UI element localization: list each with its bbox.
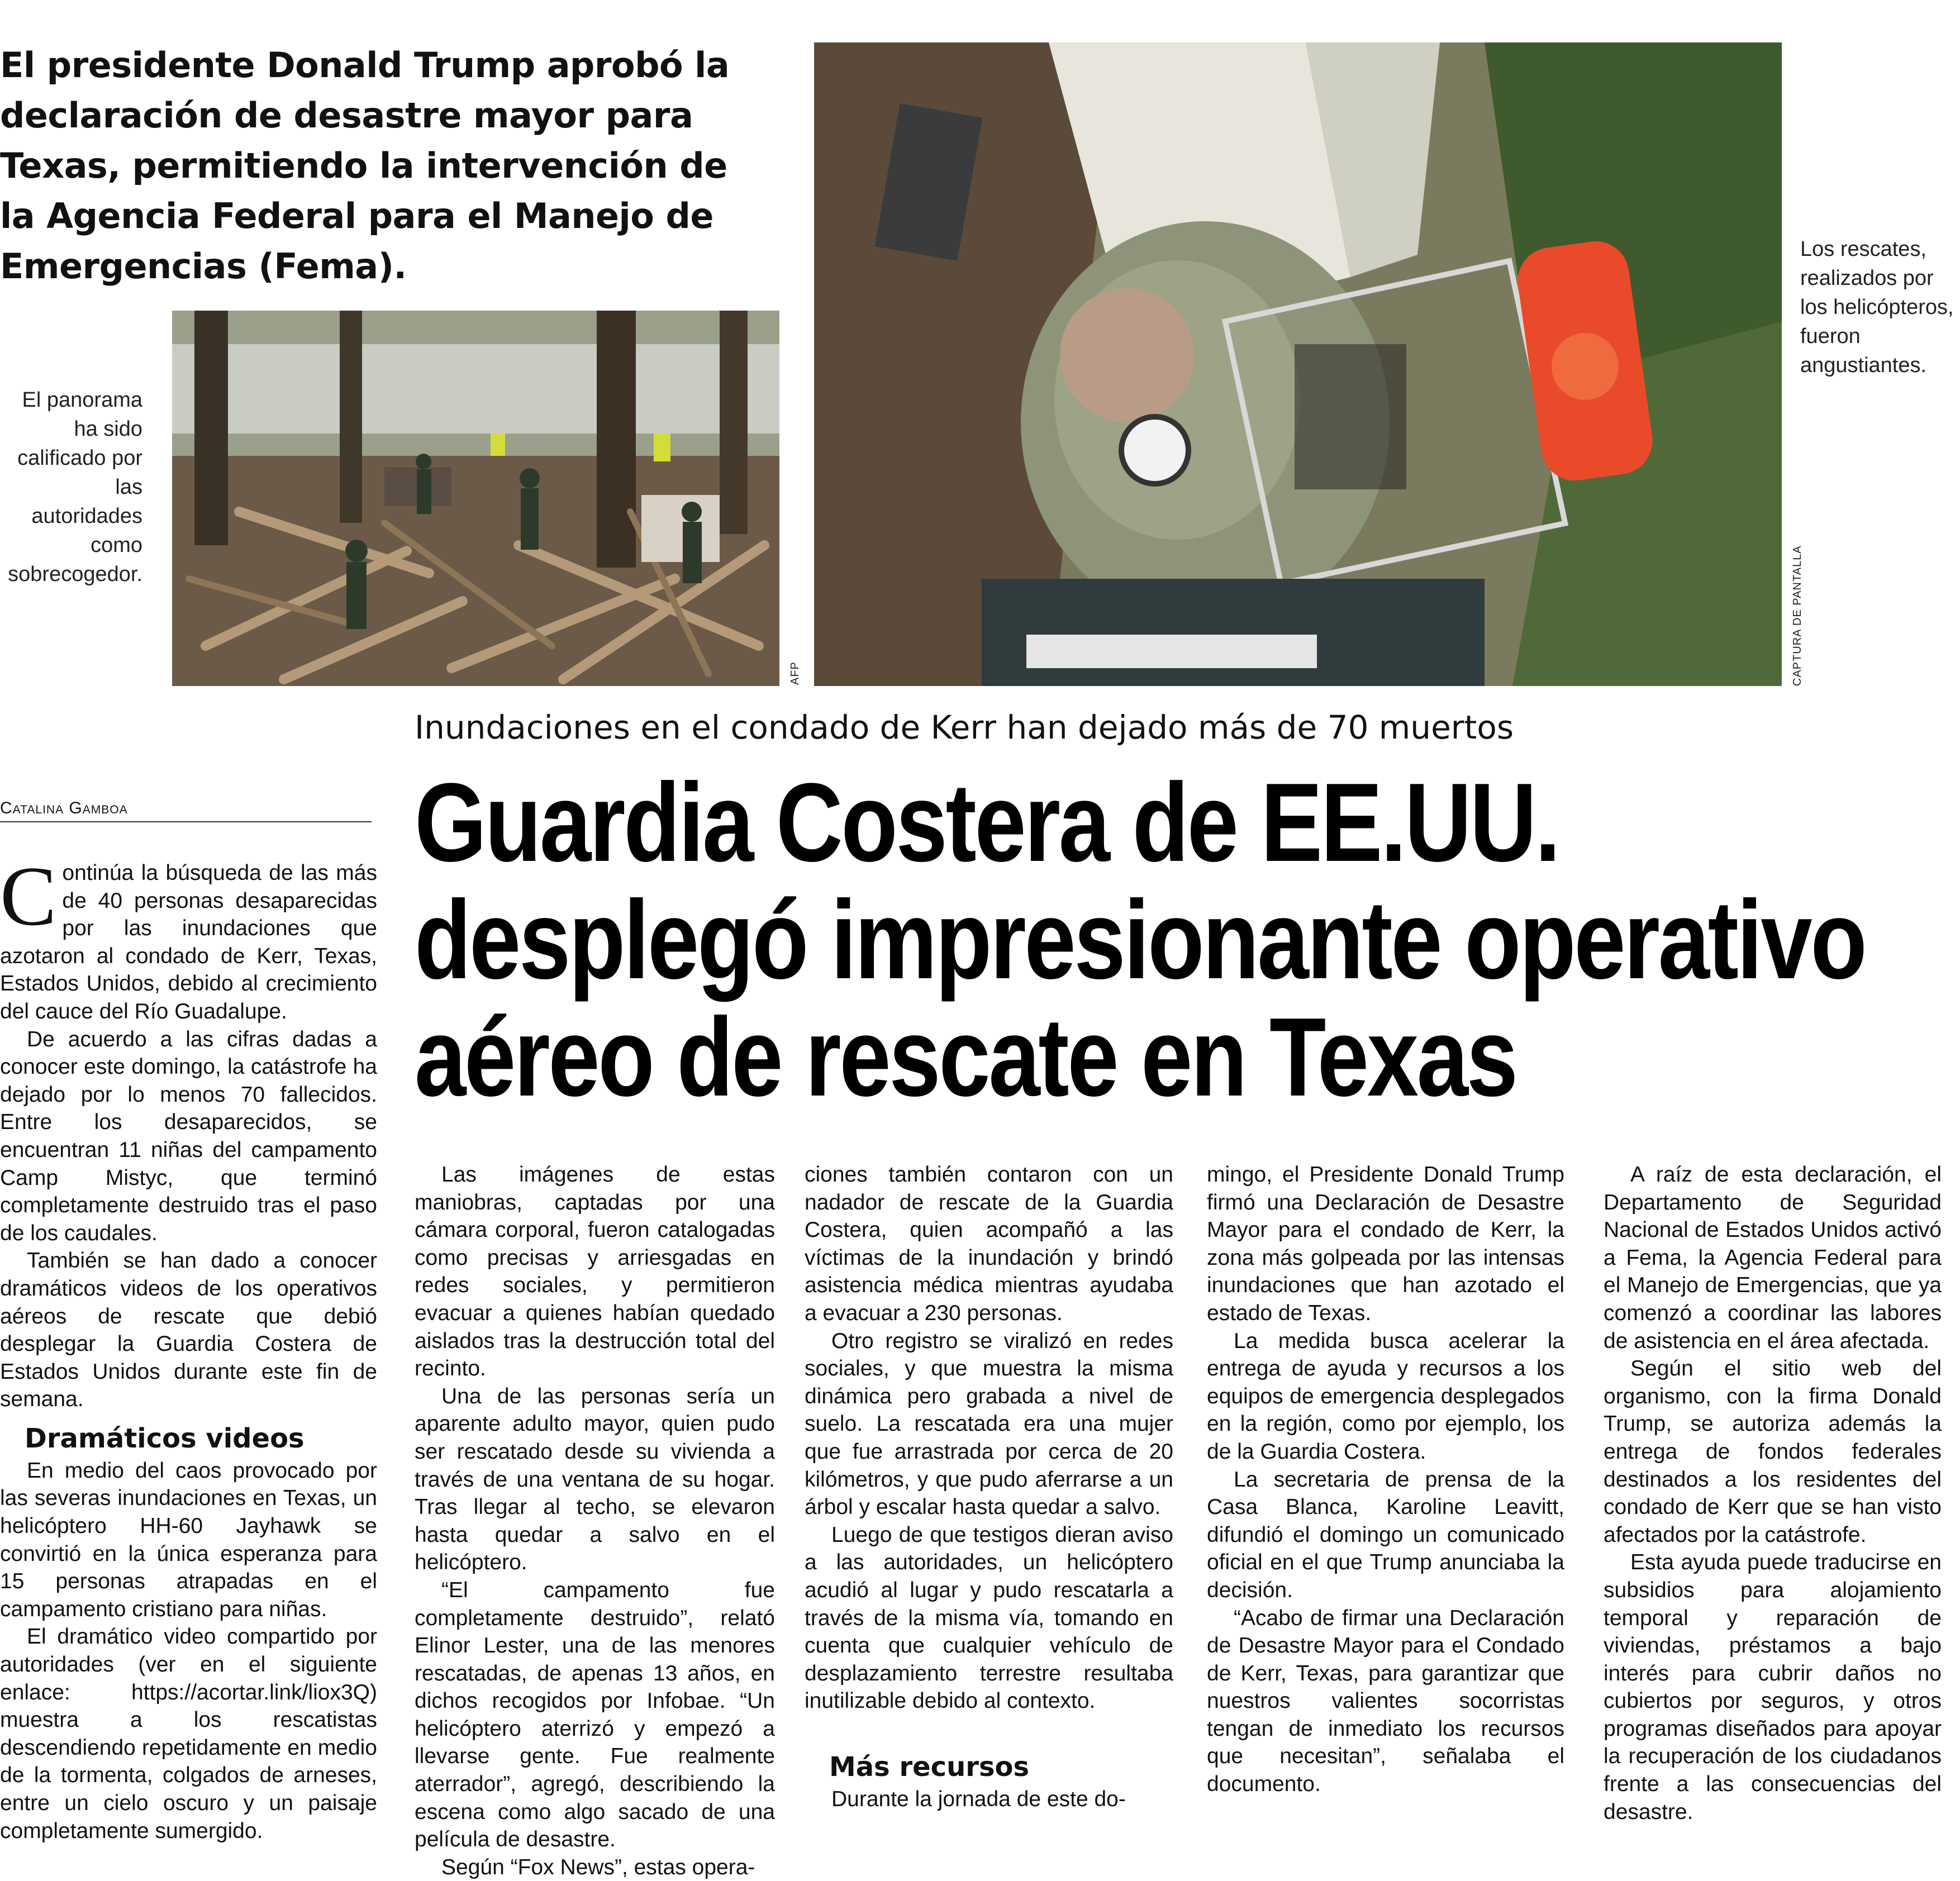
article-column-1	[0, 849, 377, 1845]
photo-caption-right: Los rescates, realizados por los helicópteros, fueron angustiantes.	[1800, 237, 1954, 377]
byline: Catalina Gamboa	[0, 799, 372, 822]
subheading-mas-recursos: Más recursos	[829, 1751, 1030, 1783]
paragraph: Durante la jornada de este do-	[831, 1787, 1126, 1811]
headline-line-3: aéreo de rescate en Texas	[415, 995, 1516, 1120]
subheading-dramaticos-videos: Dramáticos videos	[25, 1422, 305, 1454]
photo-credit-right: CAPTURA DE PANTALLA	[1791, 545, 1804, 686]
paragraph: Una de las personas sería un aparente adulto mayor, quien pudo ser rescatado desde su vivienda a través de una ventana de su hogar. Tras llegar al techo, se elevaron hasta quedar a salvo en el helicóptero.	[415, 1384, 775, 1575]
paragraph: El dramático video compartido por autoridades (ver en el siguiente enlace: https://acortar.link/liox3Q) muestra a los rescatistas descendiendo repetidamente en medio de la tormenta, colgados de arneses, entre un cielo oscuro y un paisaje completamente sumergido.	[0, 1625, 377, 1843]
paragraph: La medida busca acelerar la entrega de ayuda y recursos a los equipos de emergencia desplegados en la región, como por ejemplo, los de la Guardia Costera.	[1207, 1328, 1564, 1464]
paragraph: “El campamento fue completamente destruido”, relató Elinor Lester, una de las menores rescatadas, de apenas 13 años, en dichos recogidos por Infobae. “Un helicóptero aterrizó y empezó a llevarse gente. Fue realmente aterrador”, agregó, describiendo la escena como algo sacado de una película de desastre.	[415, 1578, 775, 1852]
paragraph-text: ontinúa la búsqueda de las más de 40 personas desaparecidas por las inundaciones que azotaron al condado de Kerr, Texas, Estados Unidos, debido al crecimiento del cauce del Río Guadalupe.	[0, 861, 377, 1023]
paragraph: De acuerdo a las cifras dadas a conocer este domingo, la catástrofe ha dejado por lo menos 70 fallecidos. Entre los desaparecidos, se encuentran 11 niñas del campamento Camp Mistyc, que terminó completamente destruido tras el paso de los caudales.	[0, 1027, 377, 1245]
paragraph: En medio del caos provocado por las severas inundaciones en Texas, un helicóptero HH-60 Jayhawk se convirtió en la única esperanza para 15 personas atrapadas en el campamento cristiano para niñas.	[0, 1458, 377, 1621]
article-column-2	[415, 1161, 775, 1881]
article-column-5	[1604, 1161, 1942, 1826]
paragraph: Luego de que testigos dieran aviso a las autoridades, un helicóptero acudió al lugar y pudo rescatarla a través de la misma vía, tomando en cuenta que cualquier vehículo de desplazamiento terrestre resultaba inutilizable debido al contexto.	[805, 1522, 1173, 1713]
article-column-4	[1207, 1161, 1564, 1798]
pretitle: Inundaciones en el condado de Kerr han dejado más de 70 muertos	[415, 708, 1514, 746]
photo-helicopter-rescue	[814, 42, 1782, 686]
paragraph: La secretaria de prensa de la Casa Blanca, Karoline Leavitt, difundió el domingo un comunicado oficial en el que Trump anunciaba la decisión.	[1207, 1467, 1564, 1602]
paragraph: “Acabo de firmar una Declaración de Desastre Mayor para el Condado de Kerr, Texas, para garantizar que nuestros valientes socorristas tengan de inmediato los recursos que necesitan”, señalaba el documento.	[1207, 1606, 1564, 1797]
paragraph: Según el sitio web del organismo, con la firma Donald Trump, se autoriza además la entrega de fondos federales destinados a los residentes del condado de Kerr que se han visto afectados por la catástrofe.	[1604, 1356, 1942, 1547]
paragraph: mingo, el Presidente Donald Trump firmó una Declaración de Desastre Mayor para el condado de Kerr, la zona más golpeada por las intensas inundaciones que han azotado el estado de Texas.	[1207, 1163, 1564, 1325]
kicker-summary: El presidente Donald Trump aprobó la declaración de desastre mayor para Texas, permitiendo la intervención de la Agencia Federal para el Manejo de Emergencias (Fema).	[0, 45, 730, 287]
paragraph	[0, 849, 377, 1026]
paragraph: ciones también contaron con un nadador de rescate de la Guardia Costera, quien acompañó a las víctimas de la inundación y brindó asistencia médica mientras ayudaba a evacuar a 230 personas.	[805, 1163, 1173, 1325]
headline-line-2: desplegó impresionante operativo	[415, 878, 1866, 1002]
headline-line-1: Guardia Costera de EE.UU.	[415, 760, 1559, 885]
photo-caption-left: El panorama ha sido calificado por las autoridades como sobrecogedor.	[8, 388, 142, 586]
paragraph: A raíz de esta declaración, el Departamento de Seguridad Nacional de Estados Unidos activó a Fema, la Agencia Federal para el Manejo de Emergencias, que ya comenzó a coordinar las labores de asistencia en el área afectada.	[1604, 1163, 1942, 1353]
paragraph: Las imágenes de estas maniobras, captadas por una cámara corporal, fueron catalogadas como precisas y arriesgadas en redes sociales, y permitieron evacuar a quienes habían quedado aislados tras la destrucción total del recinto.	[415, 1163, 775, 1381]
photo-flood-debris	[172, 311, 779, 686]
headline	[415, 760, 1866, 1120]
drop-cap: C	[0, 849, 57, 943]
article-column-3	[805, 1161, 1173, 1813]
photo-credit-left: AFP	[789, 661, 801, 685]
paragraph: Según “Fox News”, estas opera-	[441, 1855, 755, 1879]
paragraph: También se han dado a conocer dramáticos videos de los operativos aéreos de rescate que debió desplegar la Guardia Costera de Estados Unidos durante este fin de semana.	[0, 1249, 377, 1412]
paragraph: Esta ayuda puede traducirse en subsidios para alojamiento temporal y reparación de viviendas, préstamos a bajo interés para cubrir daños no cubiertos por seguros, y otros programas diseñados para apoyar la recuperación de los ciudadanos frente a las consecuencias del desastre.	[1604, 1550, 1942, 1824]
paragraph: Otro registro se viralizó en redes sociales, y que muestra la misma dinámica pero grabada a nivel de suelo. La rescatada era una mujer que fue arrastrada por cerca de 20 kilómetros, y que pudo aferrarse a un árbol y escalar hasta quedar a salvo.	[805, 1328, 1173, 1520]
